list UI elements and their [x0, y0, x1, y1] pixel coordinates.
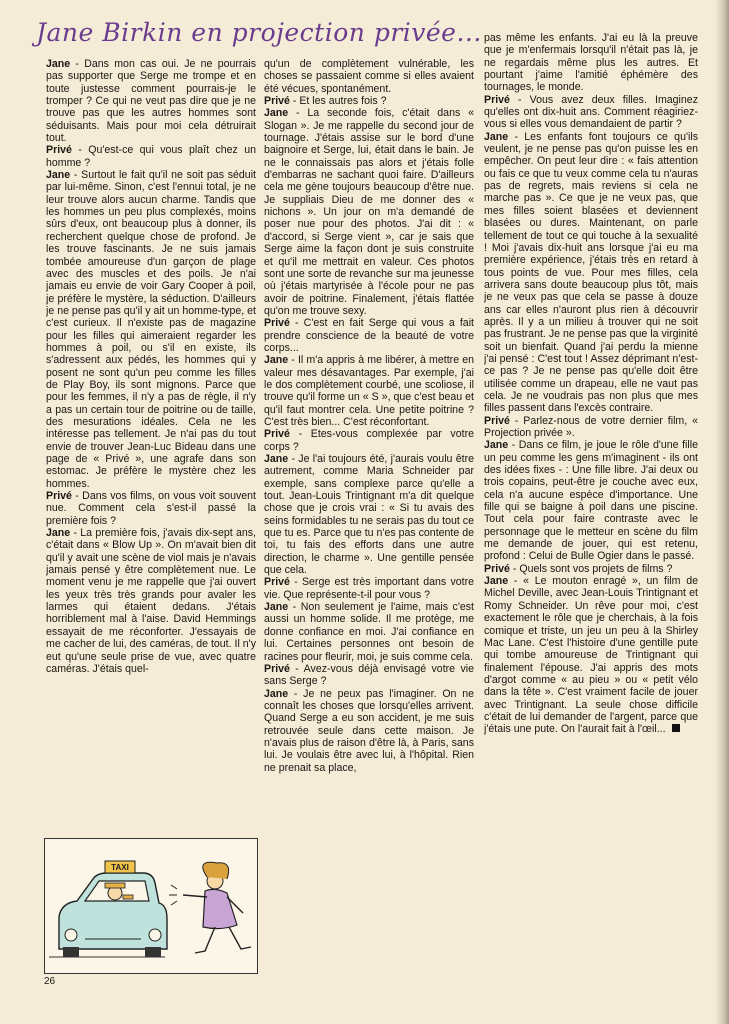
paragraph	[46, 490, 256, 527]
paragraph-text: - Quels sont vos projets de films ?	[509, 562, 673, 575]
paragraph	[46, 58, 256, 144]
paragraph-text: - Les enfants font toujours ce qu'ils veulent, je ne pense pas qu'on puisse les en empêcher. On peut leur dire : « fais attention ou fais ce que tu veux comme cela tu n'auras pas de regrets, mais reviens si cela ne marche pas ». Ce que je ne veux pas, que mes filles soient blasées et deviennent blasées ou dures. Maintenant, on parle tellement de tout ce qui touche à la sexualité ! Moi j'avais dix-huit ans lorsque j'ai eu ma première expérience, j'étais très en retard à tous points de vue. Pour mes filles, cela arrivera sans doute beaucoup plus tôt, mais je ne veux pas que cela se passe à douze ans car elles n'auront plus rien à découvrir après. Il y a un milieu à trouver qui ne soit pas frustrant. Je ne pense pas que la virginité soit un bienfait. Quand j'ai perdu la mienne j'ai pensé : C'est tout ! Assez déprimant n'est-ce pas ? Je ne pense pas qu'elle doit être utilisée comme un drapeau, elle ne vaut pas cela. Je ne voudrais pas non plus que mes filles passent dans l'excès contraire.	[484, 130, 698, 415]
paragraph	[264, 58, 474, 95]
paragraph-text: - Il m'a appris à me libérer, à mettre en valeur mes désavantages. Par exemple, j'ai le dos complètement courbé, une scoliose, il trouve qu'il forme un « S », que c'est beau et qu'il faut montrer cela. Une petite poitrine ? C'est très bien... C'est réconfortant.	[264, 354, 474, 428]
taxi-illustration	[45, 839, 257, 973]
paragraph-text: - C'est en fait Serge qui vous a fait prendre conscience de la beauté de votre corps...	[264, 317, 474, 354]
paragraph	[484, 415, 698, 440]
paragraph	[46, 169, 256, 490]
taxi-cartoon	[44, 838, 258, 974]
speaker-label: Jane	[484, 130, 509, 143]
speaker-label: Privé	[264, 428, 290, 441]
paragraph-text: - « Le mouton enragé », un film de Michel Deville, avec Jean-Louis Trintignant et Romy Schneider. Un rêve pour moi, c'est exactement le rôle que je cherchais, à la fois comique et triste, un jeu un peu à la Shirley Mac Lane. C'est l'histoire d'une gentille pute qui tombe amoureuse de Trintignant qui finalement l'épouse. J'ai appris des mots d'argot comme « au pieu » ou « petit vélo dans la tête ». C'est vraiment facile de jouer avec Trintignant. La seule chose difficile c'était de lui demander de l'argent, parce que j'étais une pute. On l'aurait fait à l'œil...	[484, 575, 698, 736]
paragraph-text: - Vous avez deux filles. Imaginez qu'elles ont dix-huit ans. Comment réagiriez-vous si elles vous demandaient de partir ?	[484, 93, 698, 131]
paragraph	[264, 107, 474, 317]
article-title: Jane Birkin en projection privée...	[36, 18, 482, 47]
speaker-label: Jane	[46, 58, 71, 70]
paragraph-text: qu'un de complètement vulnérable, les choses se passaient comme si elles avaient été vécues, spontanément.	[264, 58, 474, 95]
paragraph-text: - La première fois, j'avais dix-sept ans, c'était dans « Blow Up ». On m'avait bien dit qu'il y avait une scène de viol mais je n'avais jamais pensé y être complètement nue. Le moment venu je me rappelle que j'ai ouvert les yeux très très grands pour avaler les larmes qui étaient dedans. J'étais horriblement mal à l'aise. David Hemmings essayait de me réconforter. J'essayais de me cacher de lui, des caméras, de tout. Il n'y eut qu'une seule prise de vue, avec quatre caméras. J'étais quel-	[46, 527, 256, 675]
paragraph-text: - Parlez-nous de votre dernier film, « Projection privée ».	[484, 414, 698, 439]
speaker-label: Jane	[484, 575, 509, 588]
paragraph	[484, 575, 698, 735]
paragraph-text: pas même les enfants. J'ai eu là la preuve que je m'enfermais lorsqu'il n'était pas là, je ne regardais même plus les autres. Et pourtant j'aime l'amitié éphémère des tournages, le monde.	[484, 32, 698, 94]
paragraph-text: - Avez-vous déjà envisagé votre vie sans Serge ?	[264, 662, 474, 688]
end-mark-icon	[672, 724, 680, 732]
taxi-sign-text: TAXI	[111, 863, 129, 872]
paragraph	[264, 354, 474, 428]
paragraph	[264, 688, 474, 774]
paragraph	[484, 94, 698, 131]
speaker-label: Jane	[46, 527, 71, 540]
page-edge-shadow	[715, 0, 729, 1024]
text-column-1	[46, 58, 256, 838]
speaker-label: Jane	[484, 439, 509, 452]
paragraph	[46, 144, 256, 169]
paragraph	[264, 95, 474, 107]
speaker-label: Privé	[264, 317, 290, 330]
paragraph-text: - Etes-vous complexée par votre corps ?	[264, 428, 474, 453]
speaker-label: Privé	[264, 95, 290, 108]
speaker-label: Privé	[46, 490, 72, 503]
paragraph-text: - Et les autres fois ?	[289, 95, 387, 108]
paragraph	[484, 131, 698, 415]
speaker-label: Privé	[264, 662, 290, 675]
paragraph	[264, 576, 474, 601]
speaker-label: Jane	[264, 601, 289, 614]
paragraph-text: - Surtout le fait qu'il ne soit pas séduit par lui-même. Sinon, c'est l'ennui total, je ne leur trouve alors aucun charme. Tandis que les hommes un peu plus complexés, moins sûrs d'eux, ont beaucoup plus à donner, ils recherchent quelque chose de profond. Je les trouve fascinants. Je ne suis jamais tombée amoureuse d'un garçon de plage avec des muscles et des poils. Je n'ai jamais eu envie de voir Gary Cooper à poil, je préfère le mystère, la séduction. D'ailleurs je ne pense pas qu'il y ait un homme-type, et c'est curieux. Il n'existe pas de magazine pour les filles qui aimeraient regarder les hommes à poil, ou s'il en existe, ils s'adressent aux pédés, les hommes qui y posent ne sont qu'un peu comme les filles de Play Boy, ils sont mignons. Parce que pour les femmes, il n'y a pas de règle, il n'y a pas un certain tour de poitrine ou de taille, des mesurations idéales. Cela ne les intéresse pas tellement. Je n'ai pas du tout envie de trouver Jean-Luc Bideau dans une page de « Privé », une agrafe dans son estomac. Je préfère le mystère chez les hommes.	[46, 169, 256, 490]
speaker-label: Jane	[264, 107, 289, 120]
paragraph-text: - Je ne peux pas l'imaginer. On ne connaît les choses que lorsqu'elles arrivent. Quand Serge a eu son accident, je me suis retrouvée seule dans cette maison. Je n'avais plus de raison d'être là, à Paris, sans lui. Je voulais être avec lui, à l'hôpital. Rien ne prenait sa place,	[264, 687, 474, 774]
paragraph	[264, 428, 474, 453]
paragraph	[264, 453, 474, 576]
paragraph	[484, 32, 698, 94]
text-column-2	[264, 58, 474, 988]
paragraph-text: - Je l'ai toujours été, j'aurais voulu être autrement, comme Maria Schneider par exemple, sans complexe parce qu'elle a tout. Jean-Louis Trintignant m'a dit quelque chose que je crois vrai : « Si tu avais des seins formidables tu ne serais pas du tout ce que tu es. Parce que tu n'es pas contente de toi, tu fais des efforts dans une autre direction, le charme ». Une gentille pensée que cela.	[264, 453, 474, 577]
speaker-label: Privé	[264, 576, 290, 589]
page-number: 26	[44, 976, 56, 987]
paragraph	[264, 317, 474, 354]
speaker-label: Privé	[46, 144, 72, 157]
paragraph-text: - Serge est très important dans votre vie. Que représente-t-il pour vous ?	[264, 576, 474, 601]
speaker-label: Privé	[484, 414, 510, 427]
paragraph-text: - Dans ce film, je joue le rôle d'une fille un peu comme les gens m'imaginent - ils ont des idées fixes - : Une fille libre. J'ai deux ou trois copains, peut-être je couche avec eux, cela n'a aucune espèce d'importance. Une fille qui se baigne à poil dans une piscine. Tout cela pour faire contraste avec le personnage que le metteur en scène du film me demande de jouer, qui est retenu, profond : Celui de Bulle Ogier dans le passé.	[484, 439, 698, 563]
paragraph	[264, 663, 474, 688]
speaker-label: Privé	[484, 93, 510, 106]
text-column-3	[484, 32, 698, 967]
paragraph-text: - Non seulement je l'aime, mais c'est aussi un homme solide. Il me protège, me donne confiance en moi. J'ai confiance en lui. Certaines personnes ont besoin de racines pour fleurir, moi, je suis comme cela.	[264, 601, 474, 663]
speaker-label: Jane	[46, 169, 71, 182]
speaker-label: Jane	[264, 354, 289, 367]
paragraph	[264, 601, 474, 663]
paragraph	[46, 527, 256, 675]
speaker-label: Jane	[264, 687, 289, 700]
speaker-label: Privé	[484, 562, 510, 575]
paragraph-text: - Dans vos films, on vous voit souvent nue. Comment cela s'est-il passé la première fois ?	[46, 490, 256, 527]
paragraph-text: - Qu'est-ce qui vous plaît chez un homme ?	[46, 144, 256, 169]
paragraph	[484, 563, 698, 575]
paragraph-text: - La seconde fois, c'était dans « Slogan ». Je me rappelle du second jour de tournage. J'étais assise sur le bord d'une baignoire et Serge, lui, était dans le bain. Je ne le connaissais pas alors et j'étais folle d'embarras ne sachant quoi faire. D'ailleurs cela me gène toujours beaucoup d'être nue. Je suppliais Dieu de me donner des « nichons ». Un jour on m'a demandé de poser nue pour des photos. J'ai dit : « d'accord, si Serge vient », car je sais que Serge aime la façon dont je suis construite et qu'il me mettrait en valeur. Ces photos sont une sorte de revanche sur ma jeunesse où j'étais martyrisée à l'école pour ne pas avoir de poitrine. Finalement, j'étais flattée qu'on me trouve sexy.	[264, 107, 474, 317]
paragraph-text: - Dans mon cas oui. Je ne pourrais pas supporter que Serge me trompe et en toute justesse comment pourrais-je le tromper ? Ce qui ne veut pas dire que je ne trouve pas que les autres hommes sont séduisants. Mais pour moi cela détruirait tout.	[46, 58, 256, 145]
speaker-label: Jane	[264, 453, 289, 465]
paragraph	[484, 439, 698, 562]
